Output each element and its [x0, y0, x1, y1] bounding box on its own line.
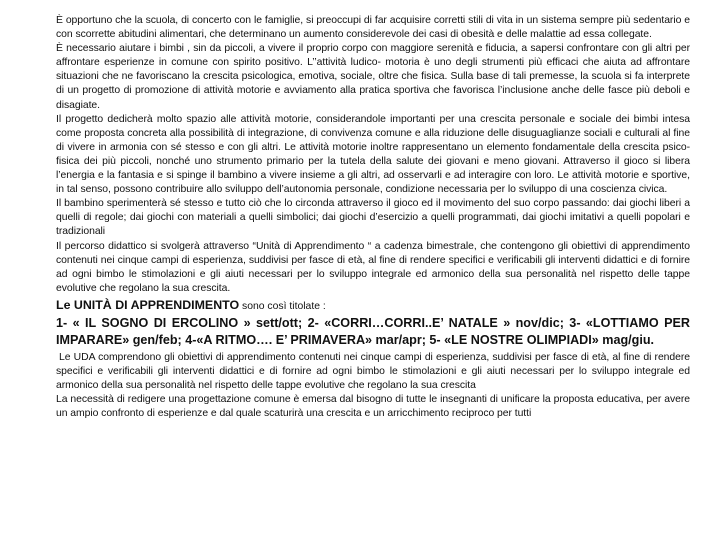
units-list: 1- « IL SOGNO DI ERCOLINO » sett/ott; 2- «CORRI…CORRI..E’ NATALE » nov/dic; 3- «LOTTIAMO PER IMPARARE» gen/feb; 4-«A RITMO…. E’ PRIMAVERA» mar/apr; 5- «LE NOSTRE OLIMPIADI» mag/giu.: [56, 315, 690, 347]
paragraph-child-experience: Il bambino sperimenterà sé stesso e tutto ciò che lo circonda attraverso il gioco ed il movimento del suo corpo passando: dai giochi liberi a quelli di regole; dai giochi con materiali a quelli simbolici; dai giochi d’esercizio a quelli programmati, dai giochi imitativi a quelli popolari e tradizionali: [56, 198, 690, 238]
document-page: [56, 14, 690, 421]
paragraph-motor-activity: È necessario aiutare i bimbi , sin da piccoli, a vivere il proprio corpo con maggiore serenità e fiducia, a sapersi confrontare con gli altri per affrontare esperienze in comune con spirito positivo. L’’attività ludico- motoria è uno degli strumenti più efficaci che aiuta ad affrontare situazioni che ne favoriscano la crescita psicologica, emotiva, sociale, oltre che fisica. Sulla base di tali premesse, la scuola si fa interprete di un progetto di promozione di attività motorie e avviamento alla pratica sportiva che favorisca l’inclusione anche delle fasce più deboli e disagiate.: [56, 43, 690, 111]
units-heading-label: Le UNITÀ DI APPRENDIMENTO: [56, 297, 240, 312]
paragraph-common-planning: La necessità di redigere una progettazione comune è emersa dal bisogno di tutte le insegnanti di unificare la proposta educativa, per avere un ampio confronto di esperienze e dal quale scaturirà una crescita e un arricchimento reciproco per tutti: [56, 394, 690, 420]
units-heading: [56, 297, 690, 315]
paragraph-learning-path: Il percorso didattico si svolgerà attraverso “Unità di Apprendimento “ a cadenza bimestrale, che contengono gli obiettivi di apprendimento contenuti nei cinque campi di esperienza, suddivisi per fasce di età, al fine di rendere specifici e verificabili gli interventi didattici e di fornire ad ogni bimbo le stimolazioni e gli aiuti necessari per lo sviluppo integrale ed armonico della sua personalità nel rispetto delle tappe evolutive che regolano la sua crescita.: [56, 240, 690, 294]
paragraph-healthy-lifestyle: È opportuno che la scuola, di concerto con le famiglie, si preoccupi di far acquisire corretti stili di vita in un sistema sempre più sedentario e con scorrette abitudini alimentari, che determinano un aumento considerevole dei casi di obesità e delle malattie ad essa collegate.: [56, 15, 690, 41]
units-heading-suffix: sono così titolate :: [239, 300, 326, 312]
paragraph-project-description: Il progetto dedicherà molto spazio alle attività motorie, considerandole importanti per una crescita personale e sociale dei bimbi intesa come proposta concreta alla possibilità di integrazione, di convivenza comune e alla riduzione delle disuguaglianze sociali e culturali al fine di vivere in armonia con sé stesso e con gli altri. Le attività motorie inoltre rappresentano un elemento fondamentale della crescita psico-fisica dei più piccoli, nonché uno strumento primario per la tutela della salute dei giovani e meno giovani. Attraverso il gioco si libera l’energia e la fantasia e si spinge il bambino a vivere insieme a gli altri, ad osservarli e ad interagire con loro. Le attività motorie e sportive, in tal senso, possono contribuire allo sviluppo dell’autonomia personale, condizione necessaria per lo sviluppo di una coscienza civica.: [56, 113, 690, 196]
paragraph-uda: Le UDA comprendono gli obiettivi di apprendimento contenuti nei cinque campi di esperienza, suddivisi per fasce di età, al fine di rendere specifici e verificabili gli interventi didattici e di fornire ad ogni bimbo le stimolazioni e gli aiuti necessari per lo sviluppo integrale ed armonico della sua personalità nel rispetto delle tappe evolutive che regolano la sua crescita: [56, 351, 690, 392]
